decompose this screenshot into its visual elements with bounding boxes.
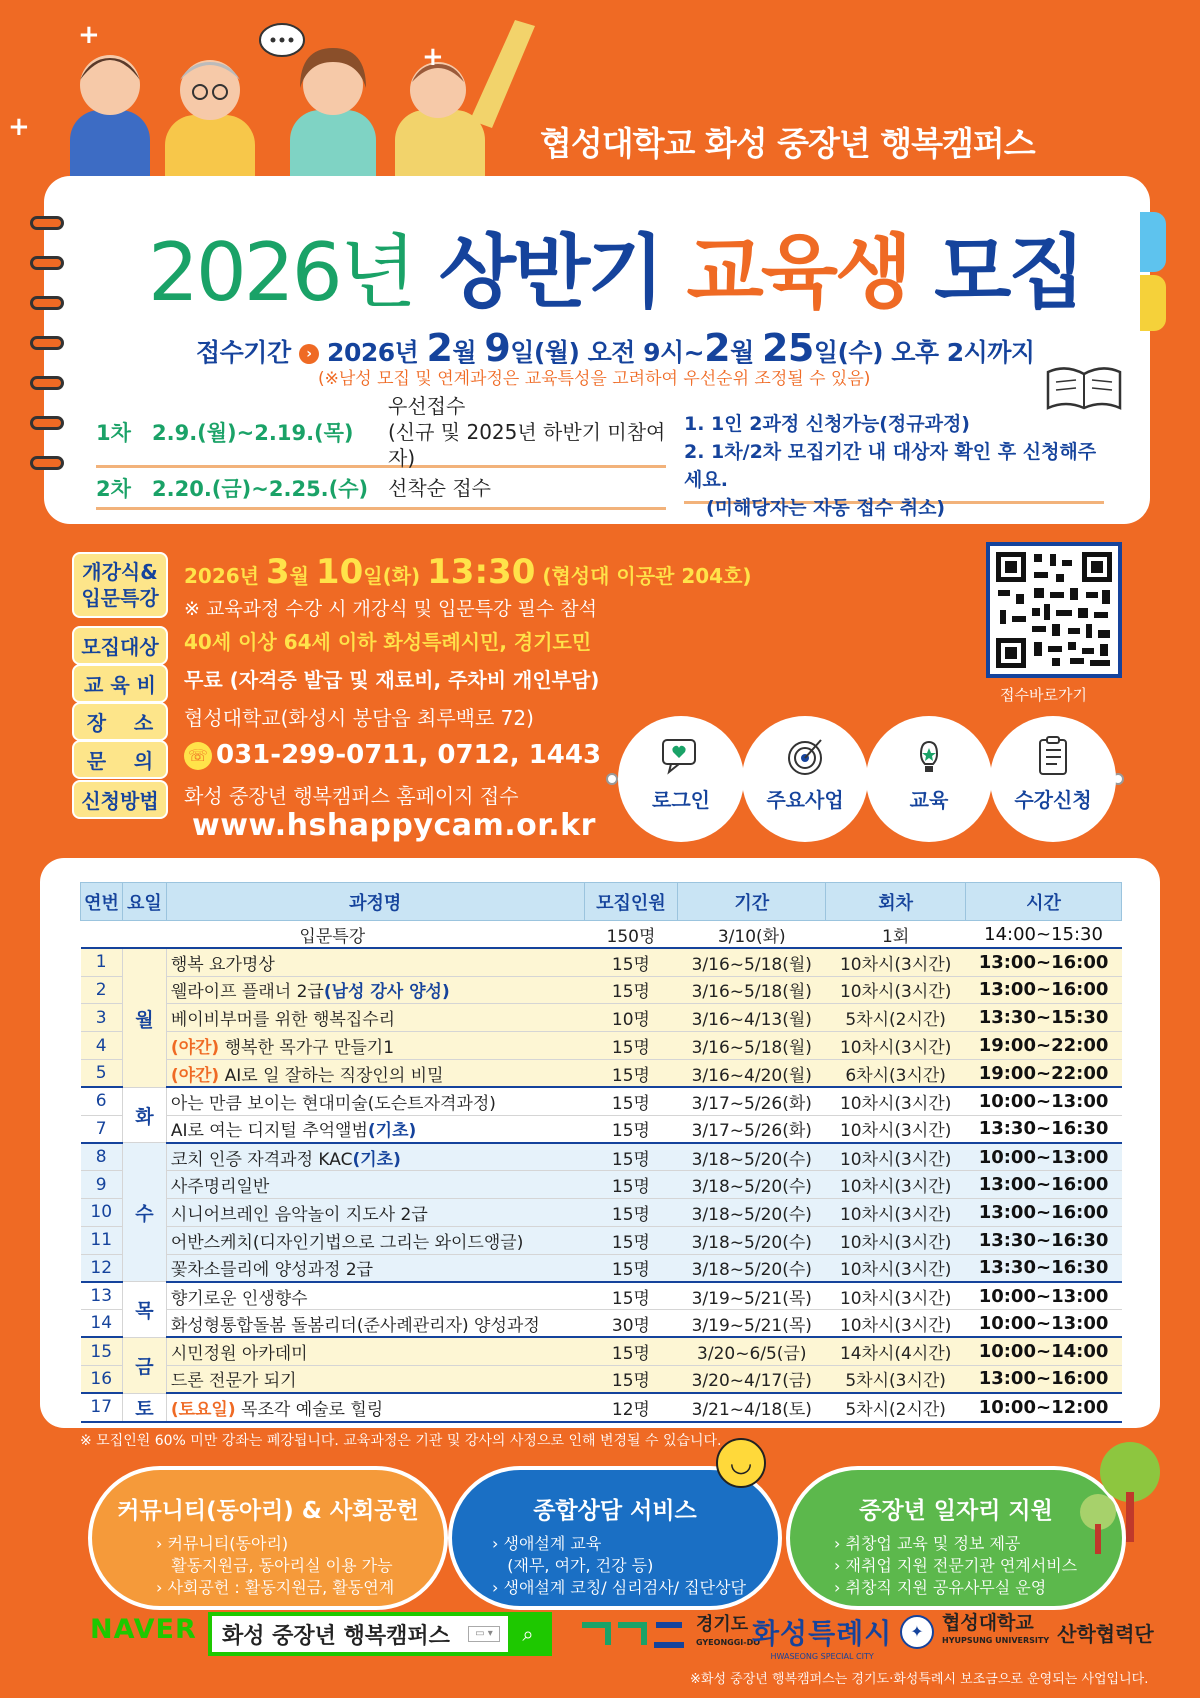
keyboard-icon: ▭ ▾ <box>468 1626 500 1642</box>
service-title: 종합상담 서비스 <box>533 1498 697 1524</box>
course-title: 꽃차소믈리에 양성과정 2급 <box>170 1260 374 1281</box>
course-sessions: 5차시(3시간) <box>826 1365 966 1393</box>
course-period: 3/19~5/21(목) <box>678 1310 826 1338</box>
day-cell: 금 <box>122 1337 166 1393</box>
service-items <box>492 1533 778 1599</box>
table-row <box>81 1115 1122 1143</box>
course-title: 목조각 예술로 힐링 <box>235 1399 384 1420</box>
step-login[interactable] <box>618 716 744 842</box>
course-count: 150명 <box>584 921 678 949</box>
course-no: 11 <box>81 1226 123 1254</box>
gyeonggi-logo <box>578 1616 760 1652</box>
course-name <box>166 1115 584 1143</box>
round-row <box>96 468 666 510</box>
course-period: 3/17~5/26(화) <box>678 1115 826 1143</box>
search-query: 화성 중장년 행복캠퍼스 <box>222 1623 450 1649</box>
table-row-intro <box>81 921 1122 949</box>
col-header: 과정명 <box>166 883 584 921</box>
col-header: 회차 <box>826 883 966 921</box>
course-no: 9 <box>81 1171 123 1199</box>
course-tag: (남성 강사 양성) <box>323 982 450 1003</box>
service-item: › 생애설계 교육 <box>492 1534 602 1553</box>
course-sessions: 10차시(3시간) <box>826 1171 966 1199</box>
course-time: 13:00~16:00 <box>966 1171 1122 1199</box>
course-sessions: 10차시(3시간) <box>826 1282 966 1310</box>
table-row <box>81 1393 1122 1422</box>
table-row <box>81 1087 1122 1115</box>
course-title: 사주명리일반 <box>170 1177 270 1198</box>
opening-text: 일(화) <box>363 564 428 588</box>
course-title: 아는 만큼 보이는 현대미술(도슨트자격과정) <box>170 1093 496 1114</box>
naver-search-box[interactable] <box>208 1612 552 1656</box>
service-item: › 취창업 교육 및 정보 제공 <box>834 1534 1021 1553</box>
course-period: 3/16~5/18(월) <box>678 976 826 1004</box>
headline-recruit: 모집 <box>934 226 1083 319</box>
period-start-day: 9 <box>484 326 511 370</box>
hyupsung-name: 협성대학교 <box>942 1612 1034 1634</box>
course-sessions: 10차시(3시간) <box>826 948 966 976</box>
table-row <box>81 1282 1122 1310</box>
table-row <box>81 1198 1122 1226</box>
round-row <box>96 393 666 470</box>
course-period: 3/21~4/18(토) <box>678 1393 826 1422</box>
period-text: 일(수) 오후 2시까지 <box>813 338 1035 367</box>
day-cell: 화 <box>122 1087 166 1143</box>
binder-ring <box>30 296 64 310</box>
course-name: 입문특강 <box>81 921 585 949</box>
headline-students: 교육생 <box>686 226 910 319</box>
application-steps <box>612 716 1118 844</box>
col-header: 기간 <box>678 883 826 921</box>
round-desc: 선착순 접수 <box>388 475 491 500</box>
clipboard-icon <box>1031 734 1075 778</box>
course-no: 10 <box>81 1198 123 1226</box>
course-sessions: 10차시(3시간) <box>826 1115 966 1143</box>
course-count: 15명 <box>584 948 678 976</box>
card-tab-yellow <box>1140 275 1166 331</box>
step-label: 교육 <box>909 788 949 812</box>
info-target <box>72 626 591 665</box>
day-cell: 수 <box>122 1143 166 1282</box>
homepage-url[interactable]: www.hshappycam.or.kr <box>192 808 596 843</box>
course-no: 1 <box>81 948 123 976</box>
round-desc: 우선접수 (신규 및 2025년 하반기 미참여자) <box>388 393 666 470</box>
opening-year: 2026년 <box>184 564 266 588</box>
round-date: 2.9.(월)~2.19.(목) <box>152 420 354 445</box>
binder-ring <box>30 416 64 430</box>
binder-ring <box>30 456 64 470</box>
course-count: 15명 <box>584 976 678 1004</box>
priority-note: (※남성 모집 및 연계과정은 교육특성을 고려하여 우선순위 조정될 수 있음) <box>318 369 871 389</box>
course-sessions: 10차시(3시간) <box>826 1032 966 1060</box>
period-year: 2026년 <box>327 338 419 367</box>
course-sessions: 10차시(3시간) <box>826 1226 966 1254</box>
period-end-month: 2 <box>704 326 731 370</box>
step-education[interactable] <box>866 716 992 842</box>
course-table <box>80 882 1122 1423</box>
step-main-business[interactable] <box>742 716 868 842</box>
round-note: 2. 1차/2차 모집기간 내 대상자 확인 후 신청해주세요. <box>684 441 1097 491</box>
course-time: 13:30~16:30 <box>966 1254 1122 1282</box>
gyeonggi-mark-icon <box>578 1619 688 1649</box>
opening-time: 13:30 <box>427 552 536 592</box>
course-count: 12명 <box>584 1393 678 1422</box>
table-header-row <box>81 883 1122 921</box>
course-time: 10:00~14:00 <box>966 1337 1122 1365</box>
hwaseong-name: 화성특례시 <box>752 1617 893 1650</box>
binder-ring <box>30 336 64 350</box>
course-name <box>166 1393 584 1422</box>
course-period: 3/18~5/20(수) <box>678 1226 826 1254</box>
info-label: 신청방법 <box>72 780 168 819</box>
course-tag: (기초) <box>367 1121 417 1142</box>
course-time: 13:30~15:30 <box>966 1004 1122 1032</box>
course-count: 10명 <box>584 1004 678 1032</box>
round-date: 2.20.(금)~2.25.(수) <box>152 476 369 501</box>
opening-place: (협성대 이공관 204호) <box>535 564 752 588</box>
table-row <box>81 1254 1122 1282</box>
sparkle-icon: + <box>78 20 100 50</box>
course-title: 웰라이프 플래너 2급 <box>170 982 324 1003</box>
qr-label: 접수바로가기 <box>1000 686 1087 704</box>
qr-code[interactable] <box>986 542 1122 678</box>
course-name <box>166 1087 584 1115</box>
course-name <box>166 1004 584 1032</box>
course-no: 12 <box>81 1254 123 1282</box>
period-text: 월 <box>452 338 477 367</box>
course-tag: (토요일) <box>170 1399 236 1420</box>
course-period: 3/17~5/26(화) <box>678 1087 826 1115</box>
opening-value <box>184 552 752 621</box>
service-community <box>88 1466 448 1610</box>
course-name <box>166 1337 584 1365</box>
course-title: AI로 일 잘하는 직장인의 비밀 <box>219 1065 444 1086</box>
opening-note: ※ 교육과정 수강 시 개강식 및 입문특강 필수 참석 <box>184 598 597 620</box>
course-no: 14 <box>81 1310 123 1338</box>
period-text: 월 <box>730 338 754 367</box>
naver-logo: NAVER <box>90 1614 197 1645</box>
course-sessions: 10차시(3시간) <box>826 976 966 1004</box>
course-period: 3/18~5/20(수) <box>678 1171 826 1199</box>
table-row <box>81 1337 1122 1365</box>
apply-value: 화성 중장년 행복캠퍼스 홈페이지 접수 <box>184 784 519 808</box>
binder-ring <box>30 256 64 270</box>
col-header: 요일 <box>122 883 166 921</box>
course-note: ※ 모집인원 60% 미만 강좌는 폐강됩니다. 교육과정은 기관 및 강사의 사정으로 인해 변경될 수 있습니다. <box>80 1433 722 1449</box>
service-title: 커뮤니티(동아리) & 사회공헌 <box>117 1498 419 1524</box>
service-title: 중장년 일자리 지원 <box>859 1498 1053 1524</box>
course-name <box>166 1226 584 1254</box>
round-note: 1. 1인 2과정 신청가능(정규과정) <box>684 413 970 435</box>
course-count: 15명 <box>584 1143 678 1171</box>
target-icon <box>783 734 827 778</box>
course-count: 15명 <box>584 1032 678 1060</box>
table-row <box>81 1365 1122 1393</box>
course-no: 16 <box>81 1365 123 1393</box>
course-time: 14:00~15:30 <box>966 921 1122 949</box>
binder-ring <box>30 216 64 230</box>
course-sessions: 10차시(3시간) <box>826 1310 966 1338</box>
course-time: 19:00~22:00 <box>966 1032 1122 1060</box>
info-label: 장 소 <box>72 702 168 741</box>
info-place <box>72 702 534 741</box>
course-title: 베이비부머를 위한 행복집수리 <box>170 1010 396 1031</box>
course-period: 3/20~4/17(금) <box>678 1365 826 1393</box>
info-label: 모집대상 <box>72 626 168 665</box>
course-title: 시니어브레인 음악놀이 지도사 2급 <box>170 1204 428 1225</box>
service-counseling <box>448 1466 782 1610</box>
course-time: 19:00~22:00 <box>966 1059 1122 1087</box>
speech-bubble <box>260 24 304 56</box>
period-start-month: 2 <box>426 326 453 370</box>
course-count: 15명 <box>584 1226 678 1254</box>
round-number: 2차 <box>96 476 131 501</box>
course-title: 행복한 목가구 만들기1 <box>219 1038 395 1059</box>
binder-ring <box>30 376 64 390</box>
main-headline <box>148 208 1083 323</box>
funding-note: ※화성 중장년 행복캠퍼스는 경기도·화성특례시 보조금으로 운영되는 사업입니다. <box>690 1672 1149 1687</box>
course-time: 10:00~13:00 <box>966 1143 1122 1171</box>
course-tag: (야간) <box>170 1065 220 1086</box>
course-name <box>166 948 584 976</box>
course-count: 15명 <box>584 1115 678 1143</box>
service-item: › 재취업 지원 전문기관 연계서비스 <box>834 1556 1078 1575</box>
day-cell: 토 <box>122 1393 166 1422</box>
col-header: 모집인원 <box>584 883 678 921</box>
course-sessions: 10차시(3시간) <box>826 1198 966 1226</box>
service-item: › 취창직 지원 공유사무실 운영 <box>834 1578 1047 1597</box>
place-value: 협성대학교(화성시 봉담읍 최루백로 72) <box>184 706 534 730</box>
course-name <box>166 1198 584 1226</box>
course-title: AI로 여는 디지털 추억앨범 <box>170 1121 368 1142</box>
info-opening <box>72 552 752 621</box>
info-fee <box>72 664 599 703</box>
round-schedule <box>96 393 666 510</box>
target-value: 40세 이상 64세 이하 화성특례시민, 경기도민 <box>184 630 592 654</box>
opening-month: 3 <box>265 552 290 592</box>
table-row <box>81 1226 1122 1254</box>
arrow-right-icon: › <box>299 344 319 364</box>
table-row <box>81 1059 1122 1087</box>
round-number: 1차 <box>96 420 131 445</box>
gyeonggi-text <box>696 1616 760 1652</box>
service-item: › 커뮤니티(동아리) <box>156 1534 289 1553</box>
period-label: 접수기간 <box>196 338 291 367</box>
service-items <box>156 1533 444 1599</box>
course-count: 30명 <box>584 1310 678 1338</box>
course-title: 코치 인증 자격과정 KAC <box>170 1149 353 1170</box>
course-period: 3/18~5/20(수) <box>678 1143 826 1171</box>
course-name <box>166 976 584 1004</box>
course-no: 7 <box>81 1115 123 1143</box>
open-book-icon <box>1044 364 1124 412</box>
info-contact <box>72 740 601 779</box>
trees-illustration <box>1070 1432 1170 1582</box>
course-title: 드론 전문가 되기 <box>170 1371 297 1392</box>
service-item: › 생애설계 코칭/ 심리검사/ 집단상담 <box>492 1578 746 1597</box>
course-count: 15명 <box>584 1365 678 1393</box>
course-name <box>166 1059 584 1087</box>
col-header: 연번 <box>81 883 123 921</box>
card-tab-blue <box>1140 212 1166 272</box>
course-name <box>166 1282 584 1310</box>
gyeonggi-name: 경기도 <box>696 1614 749 1635</box>
course-sessions: 6차시(3시간) <box>826 1059 966 1087</box>
campus-title: 협성대학교 화성 중장년 행복캠퍼스 <box>540 124 1035 163</box>
gyeonggi-sub: GYEONGGI-DO <box>696 1638 761 1647</box>
course-title: 어반스케치(디자인기법으로 그리는 와이드앵글) <box>170 1232 524 1253</box>
table-row <box>81 1310 1122 1338</box>
course-period: 3/16~4/20(월) <box>678 1059 826 1087</box>
course-no: 17 <box>81 1393 123 1422</box>
connector-dot <box>606 773 618 785</box>
course-period: 3/19~5/21(목) <box>678 1282 826 1310</box>
chat-heart-icon <box>659 734 703 778</box>
course-tag: (야간) <box>170 1038 220 1059</box>
course-title: 화성형통합돌봄 돌봄리더(준사례관리자) 양성과정 <box>170 1315 540 1336</box>
course-count: 15명 <box>584 1198 678 1226</box>
course-sessions: 14차시(4시간) <box>826 1337 966 1365</box>
course-time: 13:00~16:00 <box>966 948 1122 976</box>
fee-value: 무료 (자격증 발급 및 재료비, 주차비 개인부담) <box>184 668 600 692</box>
course-no: 8 <box>81 1143 123 1171</box>
smiley-icon: ◡ <box>716 1438 766 1488</box>
service-item: 활동지원금, 동아리실 이용 가능 <box>156 1556 393 1575</box>
info-label: 교 육 비 <box>72 664 168 703</box>
hwaseong-logo <box>752 1612 892 1661</box>
course-no: 15 <box>81 1337 123 1365</box>
day-cell: 월 <box>122 948 166 1087</box>
course-time: 13:00~16:00 <box>966 1198 1122 1226</box>
course-name <box>166 1310 584 1338</box>
course-count: 15명 <box>584 1059 678 1087</box>
course-period: 3/16~5/18(월) <box>678 1032 826 1060</box>
step-label: 주요사업 <box>766 788 844 812</box>
course-no: 2 <box>81 976 123 1004</box>
course-period: 3/16~5/18(월) <box>678 948 826 976</box>
info-label: 문 의 <box>72 740 168 779</box>
sparkle-icon: + <box>8 112 30 142</box>
course-count: 15명 <box>584 1254 678 1282</box>
course-title: 향기로운 인생향수 <box>170 1288 308 1309</box>
course-time: 10:00~13:00 <box>966 1087 1122 1115</box>
course-time: 13:30~16:30 <box>966 1226 1122 1254</box>
course-name <box>166 1365 584 1393</box>
course-count: 15명 <box>584 1282 678 1310</box>
course-no: 5 <box>81 1059 123 1087</box>
course-time: 10:00~13:00 <box>966 1310 1122 1338</box>
industry-cooperation: 산학협력단 <box>1057 1621 1154 1646</box>
service-item: › 사회공헌 : 활동지원금, 활동연계 <box>156 1578 395 1597</box>
round-notes <box>684 410 1104 519</box>
course-tag: (기초) <box>352 1149 401 1170</box>
course-no: 3 <box>81 1004 123 1032</box>
headline-term: 상반기 <box>438 226 662 319</box>
round-note: (미해당자는 자동 접수 취소) <box>706 497 946 519</box>
hyupsung-logo <box>900 1614 1154 1650</box>
opening-text: 월 <box>289 564 316 588</box>
course-sessions: 10차시(3시간) <box>826 1087 966 1115</box>
course-name <box>166 1254 584 1282</box>
course-period: 3/16~4/13(월) <box>678 1004 826 1032</box>
period-end-day: 25 <box>761 326 814 370</box>
course-time: 13:30~16:30 <box>966 1115 1122 1143</box>
col-header: 시간 <box>966 883 1122 921</box>
course-title: 행복 요가명상 <box>170 954 275 975</box>
course-sessions: 5차시(2시간) <box>826 1393 966 1422</box>
course-count: 15명 <box>584 1087 678 1115</box>
table-row <box>81 976 1122 1004</box>
contact-phone: 031-299-0711, 0712, 1443 <box>216 740 602 770</box>
lightbulb-icon <box>907 734 951 778</box>
course-period: 3/18~5/20(수) <box>678 1198 826 1226</box>
course-count: 15명 <box>584 1171 678 1199</box>
course-time: 10:00~12:00 <box>966 1393 1122 1422</box>
table-row <box>81 1004 1122 1032</box>
course-name <box>166 1032 584 1060</box>
hwaseong-sub: HWASEONG SPECIAL CITY <box>770 1652 874 1661</box>
opening-day: 10 <box>315 552 364 592</box>
search-icon[interactable]: ⌕ <box>508 1616 548 1652</box>
phone-icon: ☏ <box>184 742 212 770</box>
university-emblem-icon: ✦ <box>900 1615 934 1649</box>
table-row <box>81 1032 1122 1060</box>
sparkle-icon: + <box>422 42 444 72</box>
hyupsung-text <box>942 1614 1049 1650</box>
course-no: 13 <box>81 1282 123 1310</box>
step-label: 로그인 <box>652 788 710 812</box>
course-name <box>166 1143 584 1171</box>
course-sessions: 10차시(3시간) <box>826 1143 966 1171</box>
course-sessions: 5차시(2시간) <box>826 1004 966 1032</box>
step-label: 수강신청 <box>1014 788 1092 812</box>
contact-value <box>184 740 601 770</box>
service-item: (재무, 여가, 건강 등) <box>492 1556 654 1575</box>
step-course-apply[interactable] <box>990 716 1116 842</box>
headline-year: 2026년 <box>148 226 414 319</box>
table-row <box>81 1143 1122 1171</box>
table-row <box>81 948 1122 976</box>
course-count: 15명 <box>584 1337 678 1365</box>
course-title: 시민정원 아카데미 <box>170 1344 308 1365</box>
period-text: 일(월) 오전 9시~ <box>510 338 705 367</box>
course-period: 3/10(화) <box>678 921 826 949</box>
course-period: 3/18~5/20(수) <box>678 1254 826 1282</box>
course-time: 13:00~16:00 <box>966 1365 1122 1393</box>
info-label: 개강식& 입문특강 <box>72 552 168 618</box>
course-name <box>166 1171 584 1199</box>
hyupsung-sub: HYUPSUNG UNIVERSITY <box>942 1636 1050 1645</box>
table-row <box>81 1171 1122 1199</box>
course-no: 4 <box>81 1032 123 1060</box>
course-time: 10:00~13:00 <box>966 1282 1122 1310</box>
course-period: 3/20~6/5(금) <box>678 1337 826 1365</box>
course-sessions: 10차시(3시간) <box>826 1254 966 1282</box>
course-no: 6 <box>81 1087 123 1115</box>
course-time: 13:00~16:00 <box>966 976 1122 1004</box>
day-cell: 목 <box>122 1282 166 1338</box>
course-sessions: 1회 <box>826 921 966 949</box>
